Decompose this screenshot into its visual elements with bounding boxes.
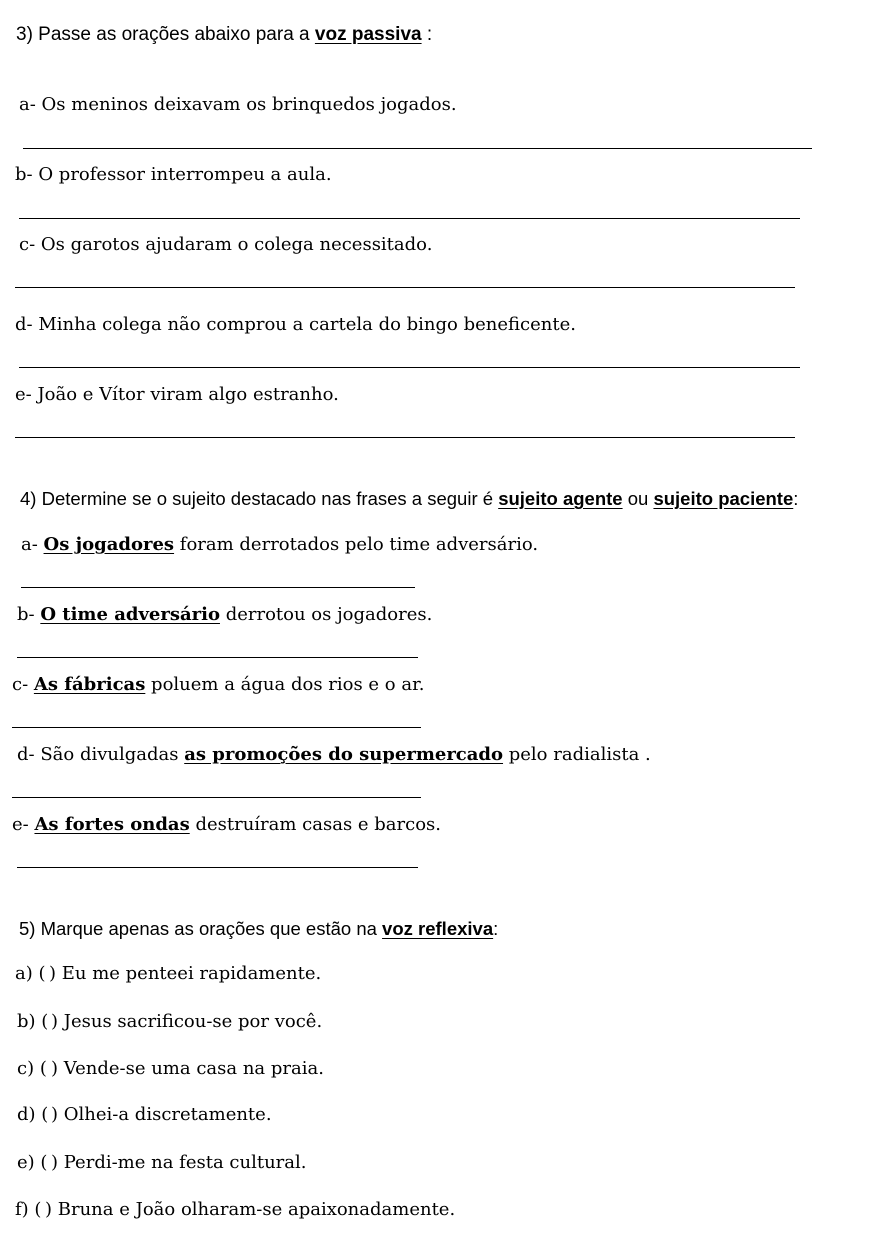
q4-heading: 4) Determine se o sujeito destacado nas frases a seguir é sujeito agente ou sujeito paciente: bbox=[20, 488, 799, 509]
q5-item-c: c) ( ) Vende-se uma casa na praia. bbox=[17, 1058, 324, 1079]
q4-item-d: d- São divulgadas as promoções do supermercado pelo radialista . bbox=[17, 744, 651, 765]
q5-item-b: b) ( ) Jesus sacrificou-se por você. bbox=[17, 1011, 323, 1032]
checkbox[interactable]: b) ( bbox=[17, 1011, 49, 1032]
answer-line[interactable] bbox=[19, 367, 800, 368]
q4-item-b: b- O time adversário derrotou os jogadores. bbox=[17, 604, 433, 625]
q3-item-e: e- João e Vítor viram algo estranho. bbox=[15, 384, 339, 405]
checkbox[interactable]: c) ( bbox=[17, 1058, 47, 1079]
q4-item-e: e- As fortes ondas destruíram casas e barcos. bbox=[12, 814, 442, 835]
q4-emphasis-paciente: sujeito paciente bbox=[653, 488, 794, 509]
q4-emphasis-agente: sujeito agente bbox=[498, 488, 623, 509]
answer-line[interactable] bbox=[17, 657, 418, 658]
answer-line[interactable] bbox=[17, 867, 418, 868]
checkbox[interactable]: d) ( bbox=[17, 1104, 49, 1125]
q3-item-d: d- Minha colega não comprou a cartela do bingo beneficente. bbox=[15, 314, 576, 335]
answer-line[interactable] bbox=[19, 218, 800, 219]
answer-line[interactable] bbox=[15, 437, 795, 438]
answer-line[interactable] bbox=[15, 287, 795, 288]
q4-item-c: c- As fábricas poluem a água dos rios e o ar. bbox=[12, 674, 425, 695]
q5-item-a: a) ( ) Eu me penteei rapidamente. bbox=[15, 963, 322, 984]
q3-item-c: c- Os garotos ajudaram o colega necessitado. bbox=[19, 234, 433, 255]
q5-item-d: d) ( ) Olhei-a discretamente. bbox=[17, 1104, 272, 1125]
q3-item-a: a- Os meninos deixavam os brinquedos jogados. bbox=[19, 94, 457, 115]
q4-item-a: a- Os jogadores foram derrotados pelo time adversário. bbox=[21, 534, 539, 555]
answer-line[interactable] bbox=[23, 148, 812, 149]
q3-emphasis: voz passiva bbox=[314, 24, 422, 45]
answer-line[interactable] bbox=[12, 797, 421, 798]
checkbox[interactable]: e) ( bbox=[17, 1152, 48, 1173]
q3-heading: 3) Passe as orações abaixo para a voz passiva : bbox=[16, 24, 433, 45]
q3-item-b: b- O professor interrompeu a aula. bbox=[15, 164, 332, 185]
q5-item-f: f) ( ) Bruna e João olharam-se apaixonadamente. bbox=[15, 1199, 456, 1220]
q5-item-e: e) ( ) Perdi-me na festa cultural. bbox=[17, 1152, 307, 1173]
answer-line[interactable] bbox=[12, 727, 421, 728]
q5-heading: 5) Marque apenas as orações que estão na voz reflexiva: bbox=[19, 918, 499, 939]
checkbox[interactable]: f) ( bbox=[15, 1199, 42, 1220]
q5-emphasis: voz reflexiva bbox=[382, 918, 494, 939]
checkbox[interactable]: a) ( bbox=[15, 963, 46, 984]
answer-line[interactable] bbox=[21, 587, 415, 588]
